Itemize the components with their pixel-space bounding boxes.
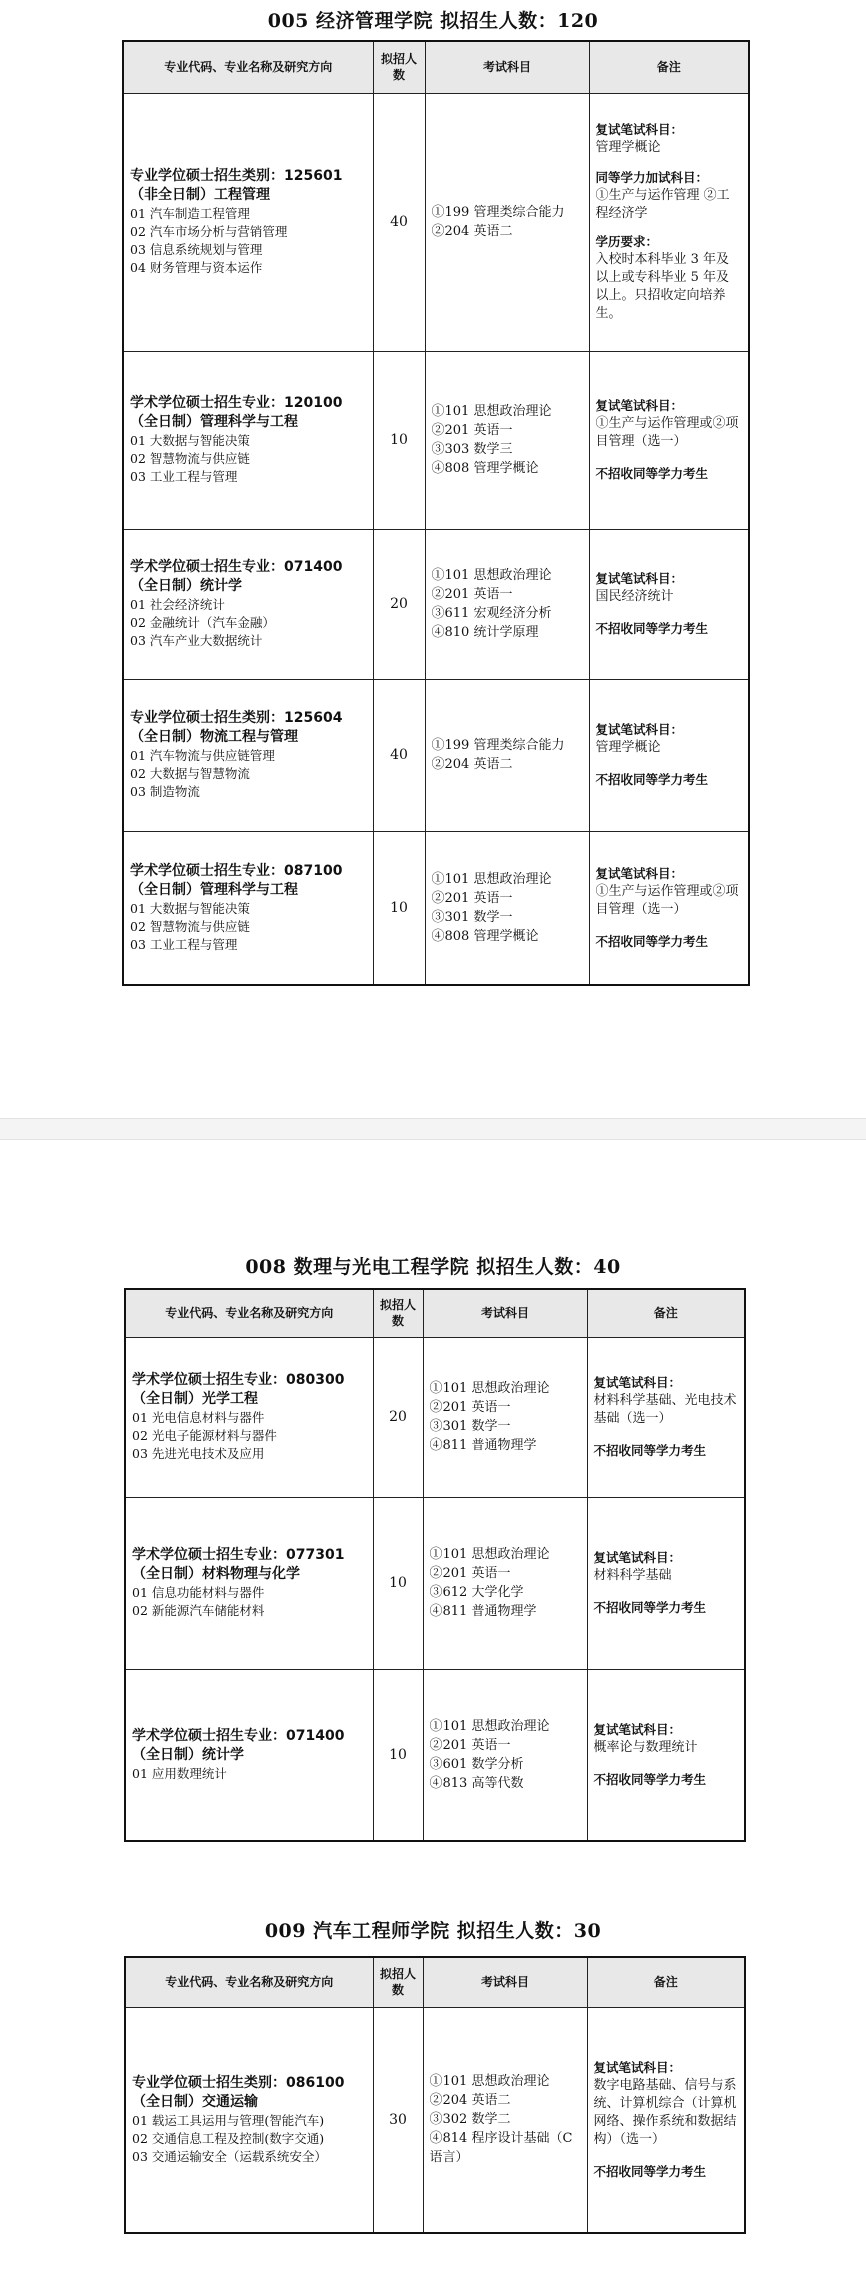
direction-item: 01 信息功能材料与器件: [132, 1585, 265, 1600]
note-label: 复试笔试科目：: [595, 865, 684, 881]
note-label: 复试笔试科目：: [595, 571, 684, 586]
header-exams: 考试科目: [425, 41, 589, 93]
note-label: 同等学力加试科目：: [595, 170, 709, 185]
program-heading: 学术学位硕士招生专业：080300（全日制）光学工程: [132, 1372, 345, 1407]
exam-subject: ①101 思想政治理论: [429, 1547, 550, 1562]
direction-item: 03 信息系统规划与管理: [130, 242, 263, 257]
header-exams: 考试科目: [423, 1957, 587, 2007]
exam-subject: ①199 管理类综合能力: [431, 205, 565, 220]
exam-subject: ②204 英语二: [429, 2093, 511, 2109]
exam-subject: ②201 英语一: [431, 587, 513, 602]
warning-text: 不招收同等学力考生: [593, 1771, 707, 1787]
header-count: 拟招人数: [373, 41, 425, 93]
header-notes: 备注: [587, 1957, 745, 2007]
enrollment-count: 20: [373, 529, 425, 679]
section-title-009: 009 汽车工程师学院 拟招生人数：30: [264, 1920, 602, 1942]
note-label: 复试笔试科目：: [595, 398, 684, 413]
direction-item: 03 交通运输安全（运载系统安全）: [132, 2148, 327, 2164]
direction-item: 01 应用数理统计: [132, 1765, 227, 1781]
direction-item: 02 新能源汽车储能材料: [132, 1603, 265, 1618]
exam-subject: ④814 程序设计基础（C 语言）: [429, 2131, 573, 2166]
table-row: [125, 1497, 745, 1669]
direction-item: 01 载运工具运用与管理(智能汽车): [132, 2112, 325, 2128]
warning-text: 不招收同等学力考生: [595, 772, 709, 787]
exam-subject: ②201 英语一: [429, 1566, 511, 1581]
warning-text: 不招收同等学力考生: [593, 1443, 707, 1458]
warning-text: 不招收同等学力考生: [593, 2163, 707, 2179]
table-row: [123, 529, 749, 679]
warning-text: 不招收同等学力考生: [593, 1600, 707, 1615]
program-heading: 学术学位硕士招生专业：071400（全日制）统计学: [132, 1727, 345, 1763]
direction-item: 01 大数据与智能决策: [130, 900, 250, 916]
exam-subject: ④811 普通物理学: [429, 1604, 537, 1619]
direction-item: 02 大数据与智慧物流: [130, 766, 250, 781]
direction-item: 01 汽车物流与供应链管理: [130, 748, 275, 763]
exam-subject: ④810 统计学原理: [431, 625, 539, 640]
direction-item: 03 工业工程与管理: [130, 469, 238, 484]
note-label: 复试笔试科目：: [593, 1721, 682, 1737]
admissions-table-009: [124, 1956, 746, 2234]
note-text: ①生产与运作管理 ②工程经济学: [595, 188, 730, 221]
exam-subject: ①101 思想政治理论: [431, 568, 552, 583]
exam-subject: ②204 英语二: [431, 224, 513, 239]
exam-subject: ①199 管理类综合能力: [431, 738, 565, 753]
exam-subject: ④808 管理学概论: [431, 461, 539, 476]
header-notes: 备注: [587, 1289, 745, 1337]
program-heading: 学术学位硕士招生专业：071400（全日制）统计学: [130, 559, 343, 594]
note-text: 材料科学基础: [593, 1568, 672, 1583]
header-exams: 考试科目: [423, 1289, 587, 1337]
program-heading: 专业学位硕士招生类别：086100（全日制）交通运输: [132, 2074, 345, 2110]
note-label: 复试笔试科目：: [595, 122, 684, 137]
enrollment-count: 30: [373, 2007, 423, 2233]
note-text: 管理学概论: [595, 740, 661, 755]
header-program: 专业代码、专业名称及研究方向: [125, 1289, 373, 1337]
program-heading: 专业学位硕士招生类别：125604（全日制）物流工程与管理: [130, 710, 343, 745]
admissions-table-008: [124, 1288, 746, 1842]
direction-item: 02 光电子能源材料与器件: [132, 1428, 277, 1443]
table-row: [125, 1337, 745, 1497]
table-row: [123, 93, 749, 351]
note-text: 数字电路基础、信号与系统、计算机综合（计算机网络、操作系统和数据结构）（选一）: [593, 2077, 737, 2147]
note-label: 复试笔试科目：: [593, 1375, 682, 1390]
program-heading: 专业学位硕士招生类别：125601（非全日制）工程管理: [130, 168, 343, 203]
enrollment-count: 40: [373, 679, 425, 831]
direction-item: 02 交通信息工程及控制(数字交通): [132, 2130, 325, 2146]
direction-item: 03 汽车产业大数据统计: [130, 633, 263, 648]
exam-subject: ④813 高等代数: [429, 1775, 524, 1791]
exam-subject: ④808 管理学概论: [431, 928, 539, 944]
exam-subject: ③611 宏观经济分析: [431, 606, 552, 621]
enrollment-count: 10: [373, 1497, 423, 1669]
section-title-005: 005 经济管理学院 拟招生人数：120: [267, 10, 599, 32]
program-heading: 学术学位硕士招生专业：077301（全日制）材料物理与化学: [132, 1547, 345, 1582]
direction-item: 02 金融统计（汽车金融）: [130, 615, 275, 630]
warning-text: 不招收同等学力考生: [595, 466, 709, 481]
note-text: 入校时本科毕业 3 年及以上或专科毕业 5 年及以上。只招收定向培养生。: [595, 252, 730, 321]
exam-subject: ②204 英语二: [431, 757, 513, 772]
enrollment-count: 20: [373, 1337, 423, 1497]
exam-subject: ②201 英语一: [431, 890, 513, 906]
note-text: 国民经济统计: [595, 589, 674, 604]
note-text: ①生产与运作管理或②项目管理（选一）: [595, 883, 739, 917]
page-separator: [0, 1118, 866, 1140]
exam-subject: ③601 数学分析: [429, 1756, 524, 1772]
exam-subject: ③302 数学二: [429, 2112, 511, 2128]
header-notes: 备注: [589, 41, 749, 93]
exam-subject: ①101 思想政治理论: [429, 2074, 550, 2090]
program-heading: 学术学位硕士招生专业：087100（全日制）管理科学与工程: [130, 862, 343, 898]
note-label: 复试笔试科目：: [593, 1550, 682, 1565]
note-text: ①生产与运作管理或②项目管理（选一）: [595, 416, 739, 449]
note-text: 材料科学基础、光电技术基础（选一）: [593, 1393, 737, 1426]
enrollment-count: 10: [373, 1669, 423, 1841]
direction-item: 01 光电信息材料与器件: [132, 1410, 265, 1425]
direction-item: 03 工业工程与管理: [130, 936, 238, 952]
exam-subject: ③301 数学一: [429, 1419, 511, 1434]
direction-item: 02 智慧物流与供应链: [130, 918, 250, 934]
direction-item: 01 大数据与智能决策: [130, 433, 250, 448]
header-program: 专业代码、专业名称及研究方向: [125, 1957, 373, 2007]
enrollment-count: 10: [373, 351, 425, 529]
header-count: 拟招人数: [373, 1289, 423, 1337]
warning-text: 不招收同等学力考生: [595, 621, 709, 636]
direction-item: 04 财务管理与资本运作: [130, 260, 263, 275]
direction-item: 01 汽车制造工程管理: [130, 206, 250, 221]
exam-subject: ③301 数学一: [431, 909, 513, 925]
header-count: 拟招人数: [373, 1957, 423, 2007]
direction-item: 03 先进光电技术及应用: [132, 1446, 265, 1461]
exam-subject: ①101 思想政治理论: [429, 1381, 550, 1396]
note-text: 概率论与数理统计: [593, 1739, 698, 1755]
exam-subject: ②201 英语一: [429, 1737, 511, 1753]
exam-subject: ②201 英语一: [431, 423, 513, 438]
exam-subject: ①101 思想政治理论: [431, 871, 552, 887]
table-row: [123, 831, 749, 985]
exam-subject: ③303 数学三: [431, 442, 513, 457]
table-row: [123, 351, 749, 529]
note-label: 学历要求：: [595, 234, 659, 249]
direction-item: 02 汽车市场分析与营销管理: [130, 224, 288, 239]
section-title-008: 008 数理与光电工程学院 拟招生人数：40: [245, 1256, 621, 1278]
program-heading: 学术学位硕士招生专业：120100（全日制）管理科学与工程: [130, 395, 343, 430]
admissions-table-005: [122, 40, 750, 986]
exam-subject: ①101 思想政治理论: [431, 404, 552, 419]
table-row: [125, 2007, 745, 2233]
table-row: [123, 679, 749, 831]
direction-item: 02 智慧物流与供应链: [130, 451, 250, 466]
exam-subject: ③612 大学化学: [429, 1585, 524, 1600]
note-label: 复试笔试科目：: [593, 2059, 682, 2075]
exam-subject: ①101 思想政治理论: [429, 1718, 550, 1734]
table-row: [125, 1669, 745, 1841]
enrollment-count: 10: [373, 831, 425, 985]
warning-text: 不招收同等学力考生: [595, 933, 709, 949]
note-label: 复试笔试科目：: [595, 722, 684, 737]
header-program: 专业代码、专业名称及研究方向: [123, 41, 373, 93]
direction-item: 01 社会经济统计: [130, 597, 225, 612]
direction-item: 03 制造物流: [130, 784, 200, 799]
exam-subject: ④811 普通物理学: [429, 1438, 537, 1453]
enrollment-count: 40: [373, 93, 425, 351]
exam-subject: ②201 英语一: [429, 1400, 511, 1415]
note-text: 管理学概论: [595, 140, 661, 155]
